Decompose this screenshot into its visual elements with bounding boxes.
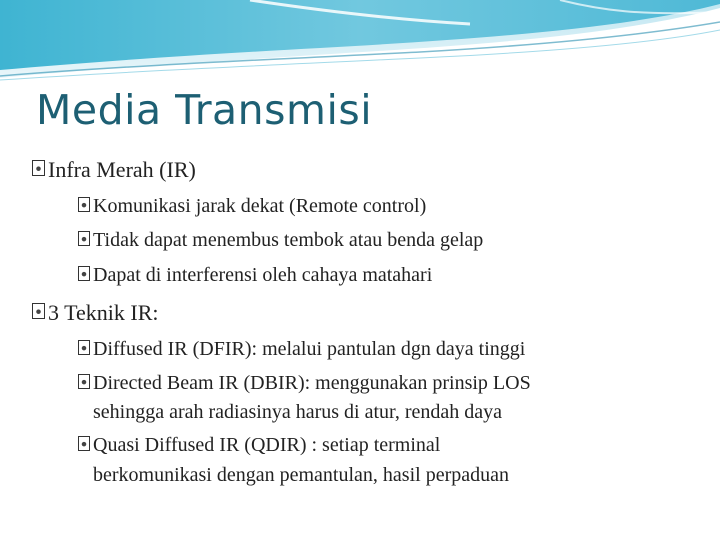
bullet-icon: [30, 158, 48, 180]
bullet-icon: [76, 195, 93, 215]
list-item: Quasi Diffused IR (QDIR) : setiap terminal: [76, 434, 440, 457]
list-item: Tidak dapat menembus tembok atau benda gelap: [76, 229, 483, 252]
list-item-continuation: sehingga arah radiasinya harus di atur, rendah daya: [93, 401, 503, 423]
bullet-icon: [76, 434, 93, 454]
section-heading: Infra Merah (IR): [30, 157, 196, 183]
slide-title: Media Transmisi: [36, 86, 373, 134]
list-item-continuation: berkomunikasi dengan pemantulan, hasil perpaduan: [93, 464, 509, 486]
bullet-icon: [76, 264, 93, 284]
section-heading: 3 Teknik IR:: [30, 300, 159, 326]
bullet-icon: [30, 301, 48, 323]
list-item: Komunikasi jarak dekat (Remote control): [76, 195, 426, 218]
list-item: Dapat di interferensi oleh cahaya matahari: [76, 264, 432, 287]
bullet-icon: [76, 372, 93, 392]
bullet-icon: [76, 338, 93, 358]
list-item: Diffused IR (DFIR): melalui pantulan dgn daya tinggi: [76, 338, 525, 361]
bullet-icon: [76, 229, 93, 249]
list-item: Directed Beam IR (DBIR): menggunakan prinsip LOS: [76, 372, 531, 395]
header-wave-decoration: [0, 0, 720, 90]
